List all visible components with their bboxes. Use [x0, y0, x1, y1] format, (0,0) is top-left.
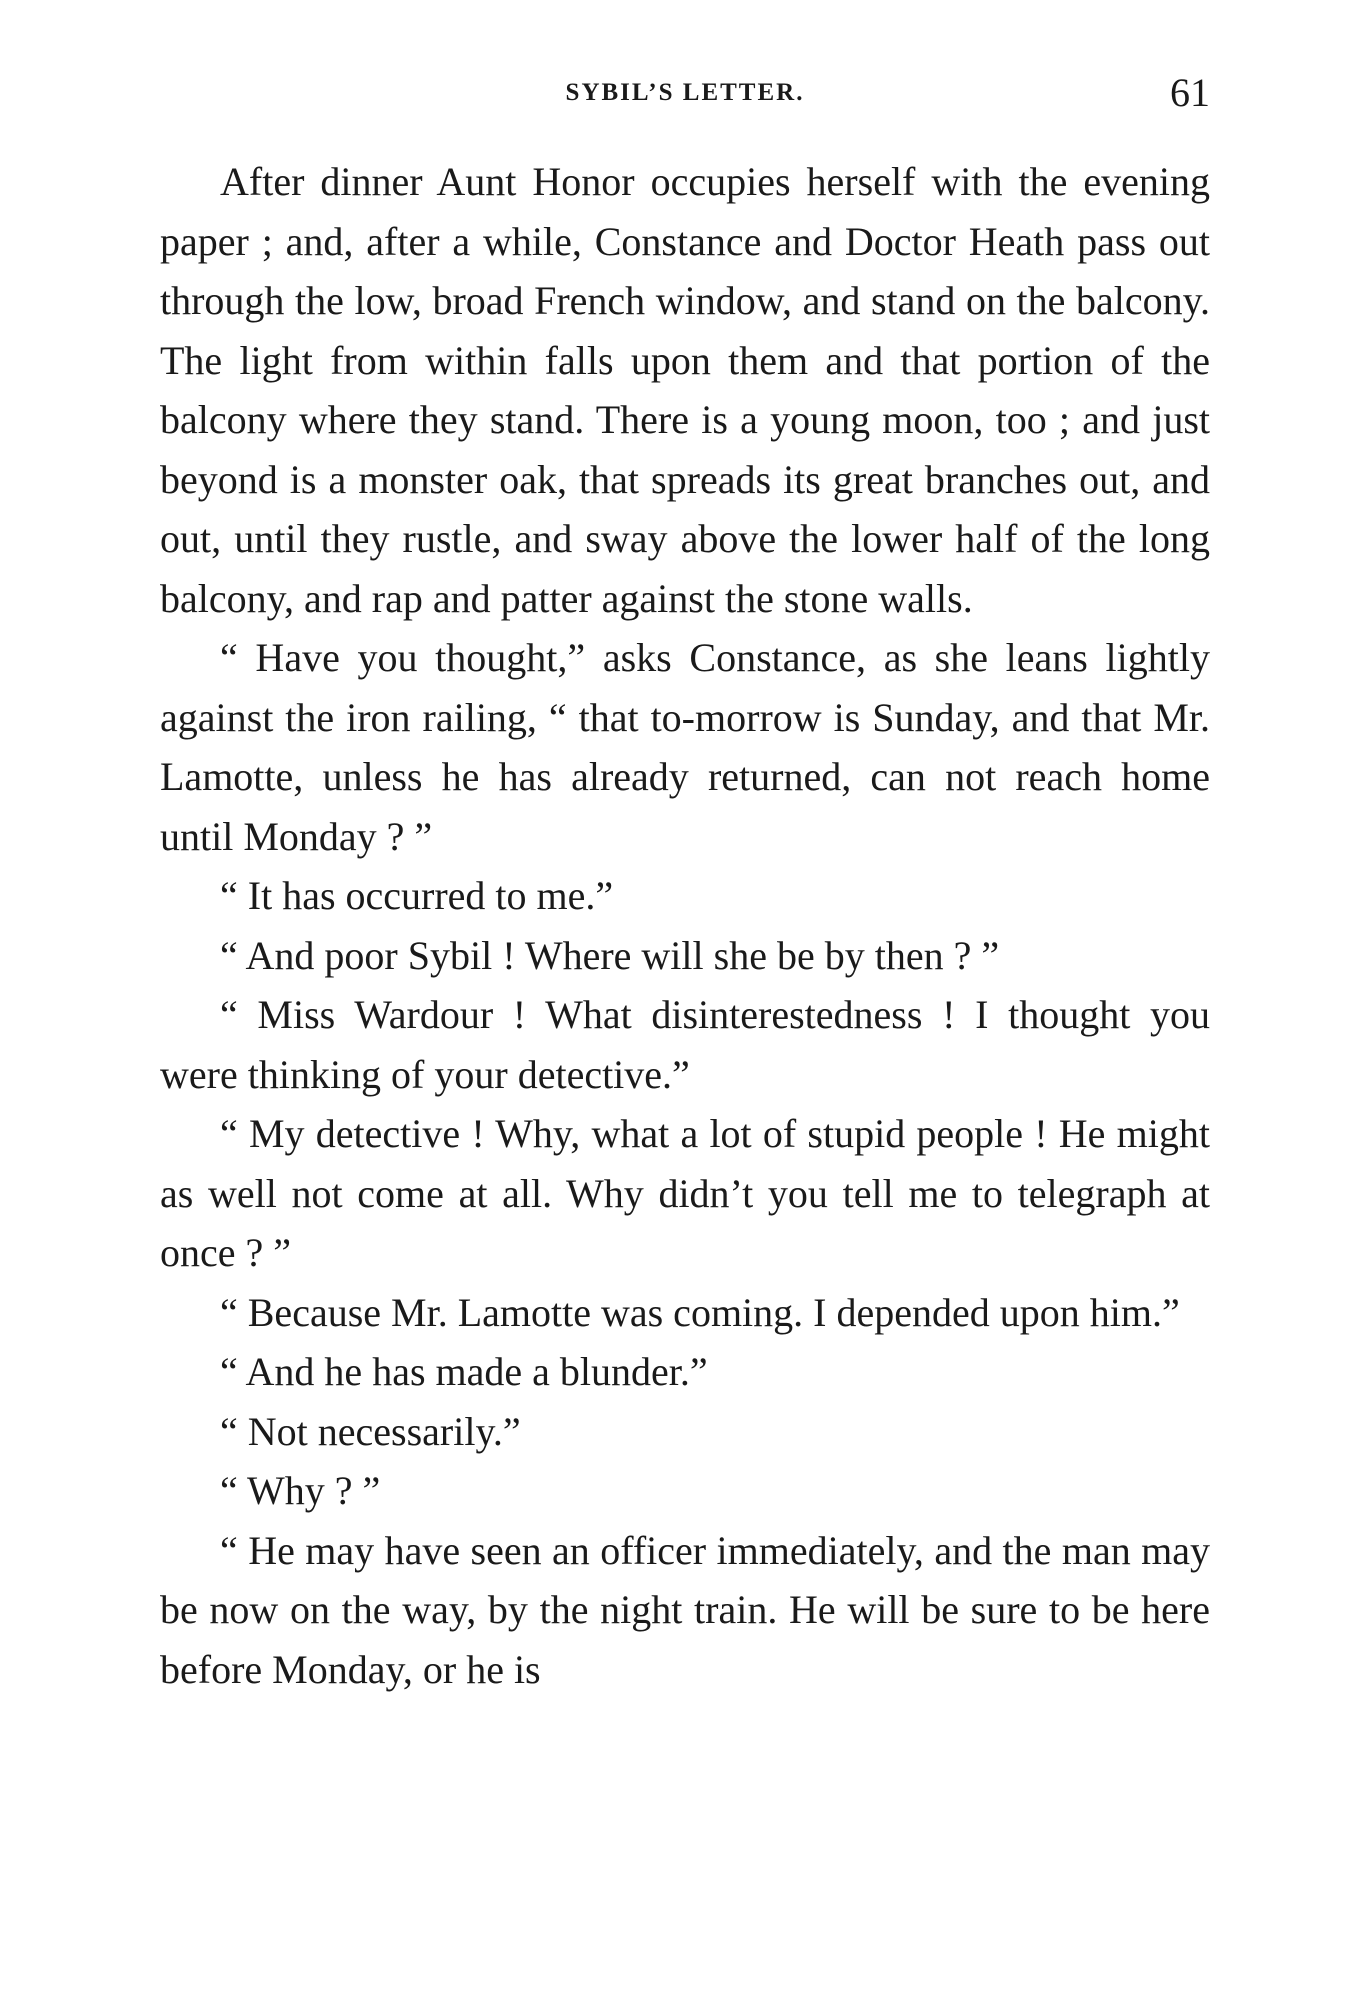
paragraph-dialogue: “ He may have seen an officer immediately, and the man may be now on the way, by the night train. He will be sure to be here before Monday, or he is [160, 1527, 1210, 1692]
paragraph-dialogue: “ Miss Wardour ! What disinterestedness ! I thought you were thinking of your detective.” [160, 992, 1210, 1097]
page-number: 61 [1170, 70, 1210, 115]
paragraph-dialogue: “ My detective ! Why, what a lot of stupid people ! He might as well not come at all. Why didn’t you tell me to telegraph at once ? ” [160, 1111, 1210, 1275]
paragraph-dialogue: “ Have you thought,” asks Constance, as she leans lightly against the iron railing, “ that to-morrow is Sunday, and that Mr. Lamotte, unless he has already returned, can not reach home until Monday ? ” [160, 635, 1210, 859]
paragraph-narration: After dinner Aunt Honor occupies herself with the evening paper ; and, after a while, Constance and Doctor Heath pass out through the low, broad French window, and stand on the balcony. The light from within falls upon them and that portion of the balcony where they stand. There is a young moon, too ; and just beyond is a monster oak, that spreads its great branches out, and out, until they rustle, and sway above the lower half of the long balcony, and rap and patter against the stone walls. [160, 159, 1210, 621]
paragraph-dialogue: “ And he has made a blunder.” [220, 1349, 708, 1394]
paragraph-dialogue: “ Because Mr. Lamotte was coming. I depended upon him.” [220, 1289, 1180, 1335]
running-title: SYBIL’S LETTER. [565, 79, 805, 106]
paragraph-dialogue: “ Why ? ” [220, 1468, 381, 1513]
paragraph-dialogue: “ And poor Sybil ! Where will she be by then ? ” [220, 932, 1000, 978]
paragraph-dialogue: “ Not necessarily.” [220, 1408, 521, 1454]
paragraph-dialogue: “ It has occurred to me.” [220, 873, 614, 918]
page-header [160, 68, 1210, 118]
body-text [160, 152, 1210, 1699]
